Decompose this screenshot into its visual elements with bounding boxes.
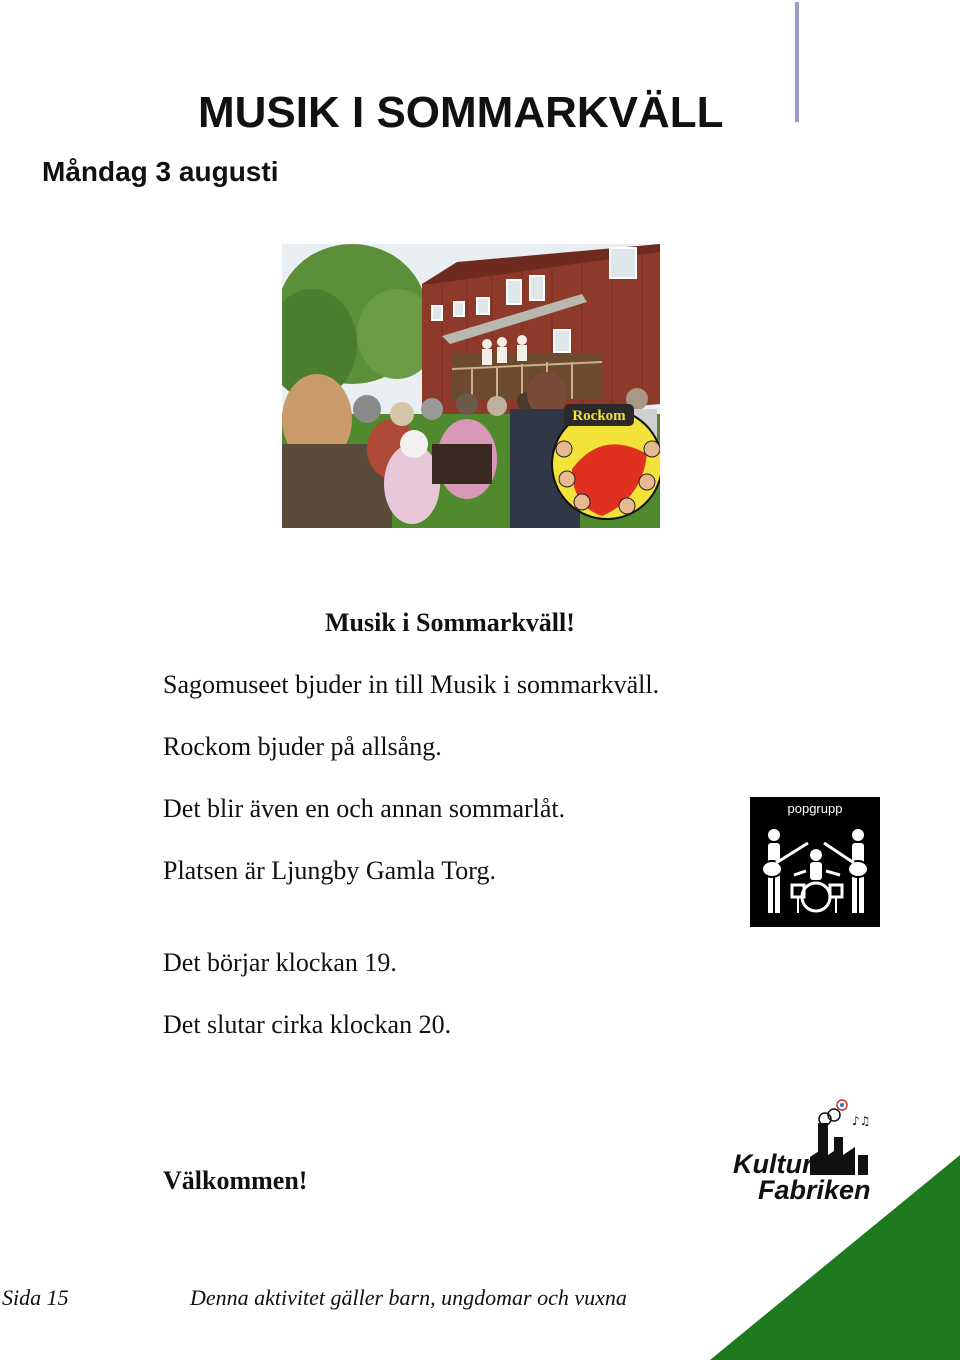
concert-photo-illustration: [282, 244, 660, 528]
body-line: Det slutar cirka klockan 20.: [163, 1010, 452, 1039]
concert-photo: [282, 244, 660, 528]
body-line: Rockom bjuder på allsång.: [163, 732, 442, 761]
body-line: Sagomuseet bjuder in till Musik i sommarkväll.: [163, 670, 660, 699]
band-pictogram-icon: [750, 797, 880, 927]
decorative-vertical-line: [795, 2, 799, 122]
pictogram-label: popgrupp: [787, 801, 843, 816]
footer-audience: Denna aktivitet gäller barn, ungdomar och vuxna: [190, 1285, 627, 1310]
welcome-text: Välkommen!: [163, 1166, 308, 1195]
svg-text:♪♫: ♪♫: [852, 1114, 871, 1128]
popgrupp-pictogram: [750, 797, 880, 927]
body-line: Det börjar klockan 19.: [163, 948, 397, 977]
body-line: Det blir även en och annan sommarlåt.: [163, 794, 566, 823]
content-heading: Musik i Sommarkväll!: [325, 608, 575, 637]
event-date: Måndag 3 augusti: [42, 156, 279, 187]
kulturfabriken-logo: [730, 1095, 875, 1205]
page-title: MUSIK I SOMMARKVÄLL: [198, 88, 724, 137]
rockom-badge-text: Rockom: [572, 408, 626, 424]
page-number: Sida 15: [2, 1285, 69, 1310]
body-line: Platsen är Ljungby Gamla Torg.: [163, 856, 496, 885]
logo-line-kultur: Kultur: [733, 1149, 813, 1179]
logo-line-fabriken: Fabriken: [758, 1175, 871, 1205]
